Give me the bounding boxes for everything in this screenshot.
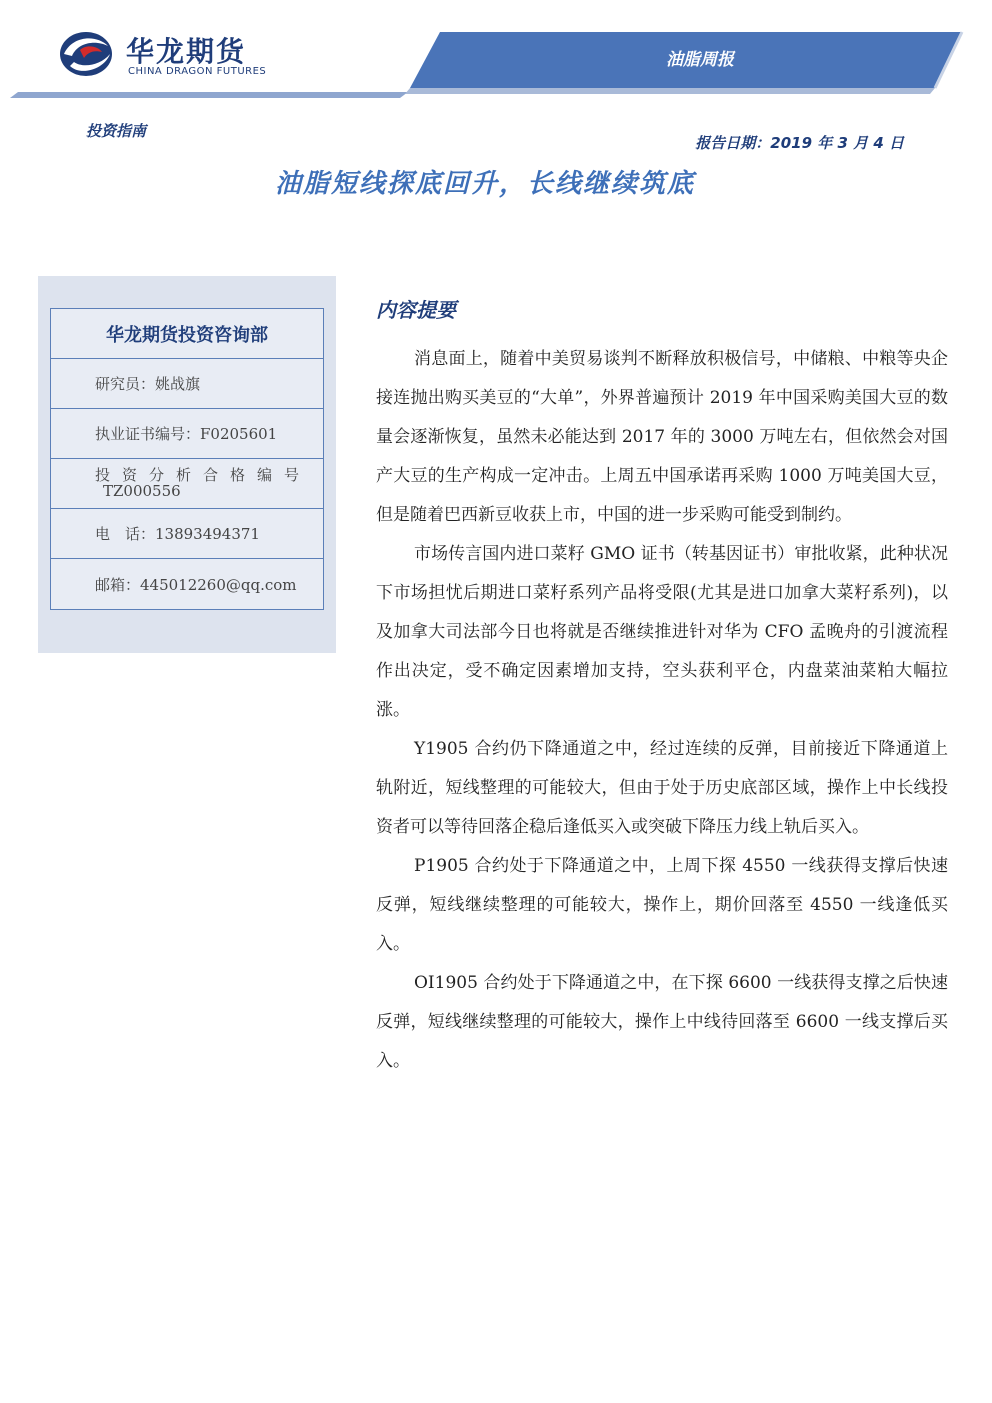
report-date: 报告日期：2019 年 3 月 4 日 xyxy=(695,134,904,152)
summary-content xyxy=(376,292,948,1081)
summary-paragraph: 市场传言国内进口菜籽 GMO 证书（转基因证书）审批收紧，此种状况下市场担忧后期进口菜籽系列产品将受限(尤其是进口加拿大菜籽系列)，以及加拿大司法部今日也将就是否继续推进针对华为 CFO 孟晚舟的引渡流程作出决定，受不确定因素增加支持，空头获利平仓，内盘菜油菜粕大幅拉涨。 xyxy=(376,544,948,720)
report-type-label: 油脂周报 xyxy=(666,50,734,70)
phone-number: 电 话：13893494371 xyxy=(51,509,323,559)
summary-paragraph: 消息面上，随着中美贸易谈判不断释放积极信号，中储粮、中粮等央企接连抛出购买美豆的“大单”，外界普遍预计 2019 年中国采购美国大豆的数量会逐渐恢复，虽然未必能达到 2017 年的 3000 万吨左右，但依然会对国产大豆的生产构成一定冲击。上周五中国承诺再采购 1000 万吨美国大豆，但是随着巴西新豆收获上市，中国的进一步采购可能受到制约。 xyxy=(376,349,948,525)
analyst-sidebar xyxy=(38,276,336,653)
summary-paragraph: OI1905 合约处于下降通道之中，在下探 6600 一线获得支撑之后快速反弹，短线继续整理的可能较大，操作上中线待回落至 6600 一线支撑后买入。 xyxy=(376,973,948,1071)
section-tag: 投资指南 xyxy=(86,122,147,140)
analyst-info-box xyxy=(50,308,324,610)
department-name: 华龙期货投资咨询部 xyxy=(51,309,323,359)
brand-name-en: CHINA DRAGON FUTURES xyxy=(128,66,267,77)
qualification-value: TZ000556 xyxy=(103,482,181,500)
dragon-swirl-icon xyxy=(58,28,118,80)
page-header xyxy=(0,0,992,110)
summary-heading: 内容提要 xyxy=(376,298,456,322)
qualification-number xyxy=(51,459,323,509)
summary-paragraph: P1905 合约处于下降通道之中，上周下探 4550 一线获得支撑后快速反弹，短线继续整理的可能较大，操作上，期价回落至 4550 一线逢低买入。 xyxy=(376,856,948,954)
certificate-number: 执业证书编号：F0205601 xyxy=(51,409,323,459)
email-address: 邮箱：445012260@qq.com xyxy=(95,575,297,594)
researcher-name: 研究员：姚战旗 xyxy=(51,359,323,409)
report-title: 油脂短线探底回升，长线继续筑底 xyxy=(274,169,695,199)
summary-paragraph: Y1905 合约仍下降通道之中，经过连续的反弹，目前接近下降通道上轨附近，短线整理的可能较大，但由于处于历史底部区域，操作上中长线投资者可以等待回落企稳后逢低买入或突破下降压力线上轨后买入。 xyxy=(376,739,948,837)
brand-name-cn: 华龙期货 xyxy=(126,35,247,68)
qualification-label: 投资分析合格编号 xyxy=(95,466,312,484)
